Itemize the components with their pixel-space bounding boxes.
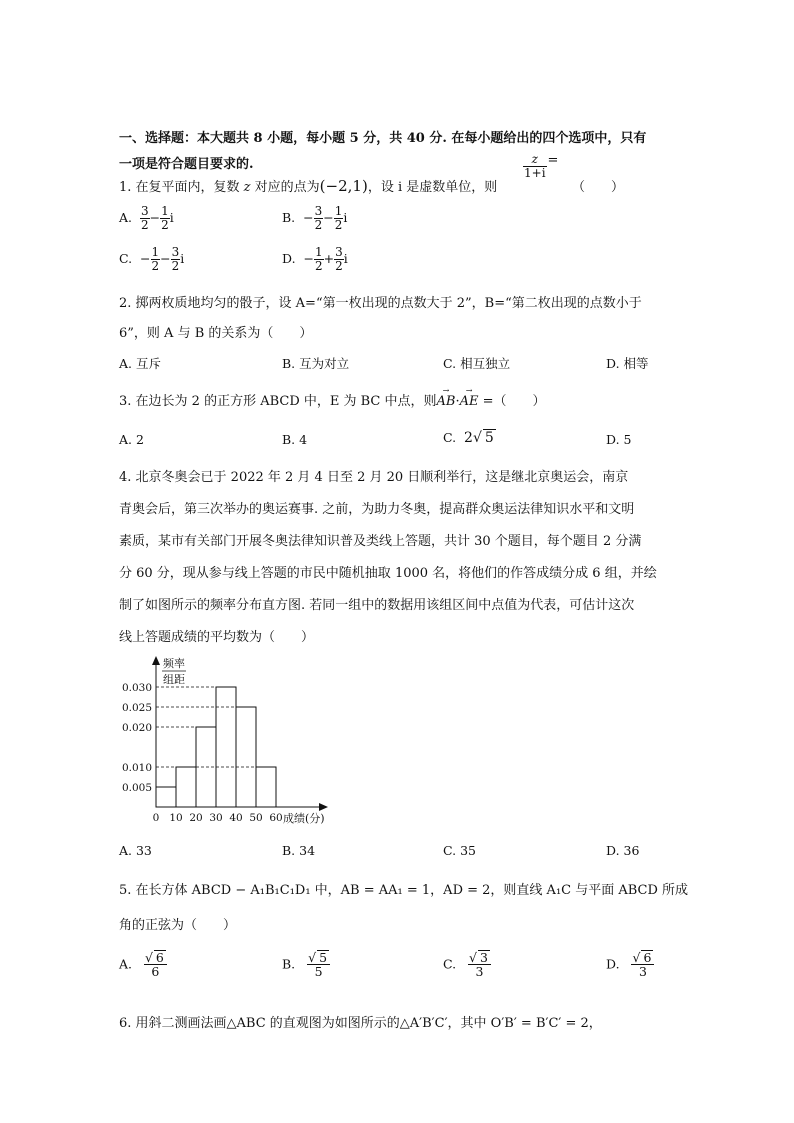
question-5-option-a[interactable]: A. $\frac{√ 6}{6}$ xyxy=(119,950,167,978)
question-2-option-d[interactable]: D. 相等 xyxy=(606,356,649,371)
question-1-option-b[interactable]: B. − $\frac{3}{2}$ − $\frac{1}{2}$ i xyxy=(282,204,348,232)
x-axis-label: 成绩(分) xyxy=(283,812,325,825)
question-5-line1: 5. 在长方体 ABCD − A₁B₁C₁D₁ 中，AB = AA₁ = 1，AD = 2，则直线 A₁C 与平面 ABCD 所成 xyxy=(119,883,689,898)
question-1-option-a[interactable]: A. $\frac{3}{2}$ − $\frac{1}{2}$ i xyxy=(119,204,174,232)
y-axis-label-bottom: 组距 xyxy=(163,673,185,686)
frequency-histogram xyxy=(115,650,345,830)
question-3-option-a[interactable]: A. 2 xyxy=(119,432,144,447)
y-tick-label-0: 0.005 xyxy=(121,782,152,794)
x-tick-label-4: 40 xyxy=(229,812,243,824)
x-tick-label-2: 20 xyxy=(189,812,203,824)
x-tick-label-1: 10 xyxy=(169,812,183,824)
question-4-line6: 线上答题成绩的平均数为（ ） xyxy=(119,630,315,645)
x-axis-arrow xyxy=(319,803,328,811)
question-6-line1: 6. 用斜二测画法画△ABC 的直观图为如图所示的△A′B′C′，其中 O′B′ = B′C′ = 2， xyxy=(119,1016,602,1031)
question-5-option-d[interactable]: D. $\frac{√ 6}{3}$ xyxy=(606,950,654,978)
question-5-option-c[interactable]: C. $\frac{√ 3}{3}$ xyxy=(443,950,491,978)
question-2-line2: 6”，则 A 与 B 的关系为（ ） xyxy=(119,326,313,341)
x-tick-label-0: 0 xyxy=(152,812,160,824)
histogram-bar-0 xyxy=(156,787,176,807)
question-1-stem: 1. 在复平面内，复数 z 对应的点为(−2,1)，设 i 是虚数单位，则 xyxy=(119,177,498,195)
x-tick-label-3: 30 xyxy=(209,812,223,824)
x-tick-label-6: 60 xyxy=(269,812,283,824)
question-4-line1: 4. 北京冬奥会已于 2022 年 2 月 4 日至 2 月 20 日顺利举行，这是继北京奥运会，南京 xyxy=(119,470,629,485)
question-3-stem: 3. 在边长为 2 的正方形 ABCD 中，E 为 BC 中点，则 → AB· → AE =（ ） xyxy=(119,386,546,409)
question-4-option-b[interactable]: B. 34 xyxy=(282,843,316,858)
y-tick-label-4: 0.030 xyxy=(121,682,152,694)
question-1-option-d[interactable]: D. − $\frac{1}{2}$ + $\frac{3}{2}$ i xyxy=(282,245,348,273)
section-heading-line1: 一、选择题：本大题共 8 小题，每小题 5 分，共 40 分. 在每小题给出的四个选项中，只有 xyxy=(119,131,647,146)
question-1-answer-paren: （ ） xyxy=(572,180,625,195)
question-4-line3: 素质，某市有关部门开展冬奥法律知识普及类线上答题，共计 30 个题目，每个题目 2 分满 xyxy=(119,534,642,549)
question-5-line2: 角的正弦为（ ） xyxy=(119,918,237,933)
histogram-bar-5 xyxy=(256,767,276,807)
question-2-line1: 2. 掷两枚质地均匀的骰子，设 A=“第一枚出现的点数大于 2”，B=“第二枚出现的点数小于 xyxy=(119,296,642,311)
section-heading-line2: 一项是符合题目要求的. xyxy=(119,157,254,172)
x-tick-label-5: 50 xyxy=(249,812,263,824)
y-tick-label-1: 0.010 xyxy=(121,762,152,774)
question-4-line4: 分 60 分，现从参与线上答题的市民中随机抽取 1000 名，将他们的作答成绩分成 6 组，并绘 xyxy=(119,566,657,581)
question-3-option-d[interactable]: D. 5 xyxy=(606,432,632,447)
histogram-bar-3 xyxy=(216,687,236,807)
y-axis-arrow xyxy=(152,656,160,665)
question-4-option-c[interactable]: C. 35 xyxy=(443,843,476,858)
question-4-line2: 青奥会后，第三次举办的奥运赛事. 之前，为助力冬奥，提高群众奥运法律知识水平和文明 xyxy=(119,502,635,517)
question-3-option-b[interactable]: B. 4 xyxy=(282,432,308,447)
question-4-option-d[interactable]: D. 36 xyxy=(606,843,640,858)
question-1-fraction: $\frac{z}{1+i}$ = xyxy=(524,152,559,180)
question-4-option-a[interactable]: A. 33 xyxy=(119,843,152,858)
question-5-option-b[interactable]: B. $\frac{√ 5}{5}$ xyxy=(282,950,330,978)
histogram-bar-4 xyxy=(236,707,256,807)
y-tick-label-3: 0.025 xyxy=(121,702,152,714)
y-tick-label-2: 0.020 xyxy=(121,722,152,734)
question-3-option-c[interactable]: C. 2√ 5 xyxy=(443,430,494,446)
histogram-bar-1 xyxy=(176,767,196,807)
question-1-option-c[interactable]: C. − $\frac{1}{2}$ − $\frac{3}{2}$ i xyxy=(119,245,185,273)
question-4-line5: 制了如图所示的频率分布直方图. 若同一组中的数据用该组区间中点值为代表，可估计这次 xyxy=(119,598,635,613)
question-2-option-b[interactable]: B. 互为对立 xyxy=(282,356,350,371)
y-axis-label-top: 频率 xyxy=(163,657,185,670)
question-2-option-c[interactable]: C. 相互独立 xyxy=(443,356,511,371)
question-2-option-a[interactable]: A. 互斥 xyxy=(119,356,161,371)
